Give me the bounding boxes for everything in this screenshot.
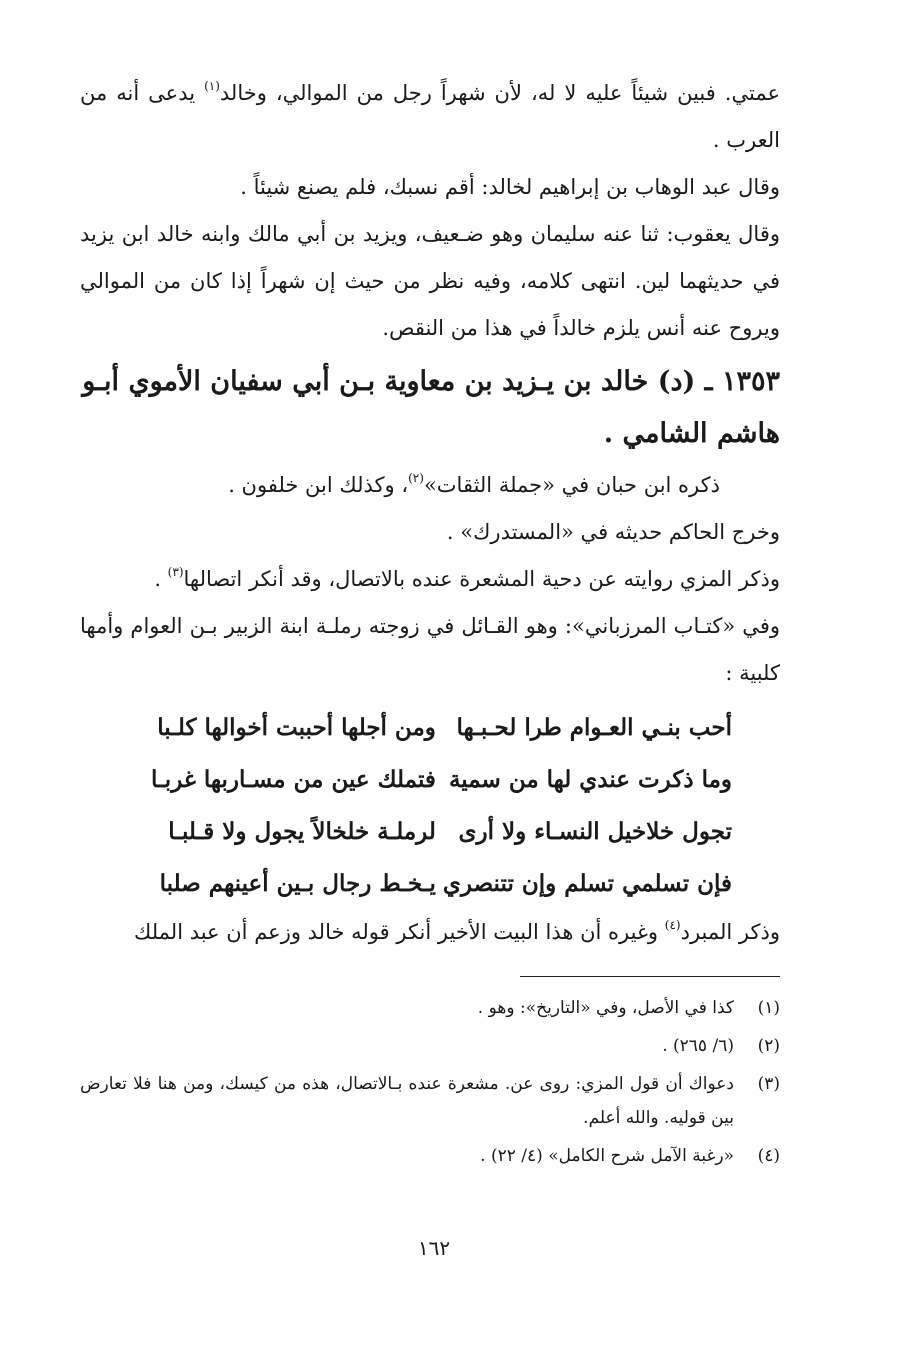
page-number: ١٦٢ bbox=[417, 1236, 451, 1260]
paragraph-4 bbox=[80, 462, 780, 509]
poem-verse bbox=[80, 701, 780, 753]
verse-first-hemistich: أحب بنـي العـوام طرا لحـبـها bbox=[456, 713, 732, 741]
footnotes bbox=[80, 991, 780, 1173]
footnote-text: (٦/ ٢٦٥) . bbox=[662, 1036, 734, 1056]
poem bbox=[80, 701, 780, 909]
verse-first-hemistich: وما ذكرت عندي لها من سمية bbox=[448, 765, 732, 793]
footnote-ref-3[interactable]: (٣) bbox=[167, 565, 184, 579]
footnote bbox=[80, 1139, 780, 1173]
footnote-number: (٣) bbox=[757, 1074, 780, 1094]
footnote-separator-wrap bbox=[80, 956, 780, 987]
verse-second-hemistich: ومن أجلها أحببت أخوالها كلـبا bbox=[157, 713, 436, 741]
poem-verse bbox=[80, 805, 780, 857]
verse-first-hemistich: فإن تسلمي تسلم وإن تتنصري bbox=[442, 869, 732, 897]
paragraph-1 bbox=[80, 70, 780, 164]
verse-second-hemistich: يـخـط رجال بـين أعينهم صلبا bbox=[159, 869, 436, 897]
paragraph-6 bbox=[80, 556, 780, 603]
footnote-text: دعواك أن قول المزي: روى عن. مشعرة عنده بـالاتصال، هذه من كيسك، ومن هنا فلا تعارض بين قوليه. والله أعلم. bbox=[80, 1074, 734, 1128]
footnote-number: (١) bbox=[757, 998, 780, 1018]
paragraph-4-text-end: ، وكذلك ابن خلفون . bbox=[228, 473, 409, 497]
poem-verse bbox=[80, 857, 780, 909]
page-body bbox=[80, 70, 780, 1177]
footnote-number: (٤) bbox=[757, 1146, 780, 1166]
paragraph-1-text: عمتي. فبين شيئاً عليه لا له، لأن شهراً رجل من الموالي، وخالد bbox=[219, 81, 780, 105]
footnote-separator bbox=[520, 976, 780, 977]
paragraph-8-text: وذكر المبرد bbox=[680, 920, 780, 944]
footnote-text: كذا في الأصل، وفي «التاريخ»: وهو . bbox=[477, 998, 734, 1018]
paragraph-7: وفي «كتـاب المرزباني»: وهو القـائل في زوجته رملـة ابنة الزبير بـن العوام وأمها كلبية : bbox=[80, 614, 780, 685]
footnote bbox=[80, 1067, 780, 1135]
entry-title: ١٣٥٣ ـ (د) خالد بن يـزيد بن معاوية بـن أبي سفيان الأموي أبـو هاشم الشامي . bbox=[82, 366, 780, 449]
verse-first-hemistich: تجول خلاخيل النسـاء ولا أرى bbox=[458, 817, 732, 845]
poem-verse bbox=[80, 753, 780, 805]
footnote bbox=[80, 991, 780, 1025]
paragraph-8 bbox=[80, 909, 780, 956]
footnote-ref-1[interactable]: (١) bbox=[204, 79, 220, 93]
footnote-ref-2[interactable]: (٢) bbox=[408, 471, 424, 485]
footnote bbox=[80, 1029, 780, 1063]
paragraph-5: وخرج الحاكم حديثه في «المستدرك» . bbox=[446, 520, 780, 544]
verse-second-hemistich: فتملك عين من مسـاربها غربـا bbox=[151, 765, 436, 793]
paragraph-8-text-end: وغيره أن هذا البيت الأخير أنكر قوله خالد وزعم أن عبد الملك bbox=[134, 920, 665, 944]
footnote-ref-4[interactable]: (٤) bbox=[664, 918, 681, 932]
paragraph-6-text: وذكر المزي روايته عن دحية المشعرة عنده بالاتصال، وقد أنكر اتصالها bbox=[183, 567, 780, 591]
paragraph-4-text: ذكره ابن حبان في «جملة الثقات» bbox=[423, 473, 720, 497]
footnote-text: «رغبة الآمل شرح الكامل» (٤/ ٢٢) . bbox=[480, 1146, 734, 1166]
verse-second-hemistich: لرملـة خلخالاً يجول ولا قـلبـا bbox=[168, 817, 436, 845]
paragraph-6-text-end: . bbox=[154, 567, 168, 591]
footnote-number: (٢) bbox=[757, 1036, 780, 1056]
paragraph-2: وقال عبد الوهاب بن إبراهيم لخالد: أقم نسبك، فلم يصنع شيئاً . bbox=[240, 175, 780, 199]
paragraph-1-text-end: يدعى أنه من العرب . bbox=[80, 81, 780, 152]
paragraph-3: وقال يعقوب: ثنا عنه سليمان وهو ضـعيف، ويزيد بن أبي مالك وابنه خالد ابن يزيد في حديثهما لين. انتهى كلامه، وفيه نظر من حيث إن شهراً إذا كان من الموالي ويروح عنه أنس يلزم خالداً في هذا من النقص. bbox=[80, 222, 780, 340]
